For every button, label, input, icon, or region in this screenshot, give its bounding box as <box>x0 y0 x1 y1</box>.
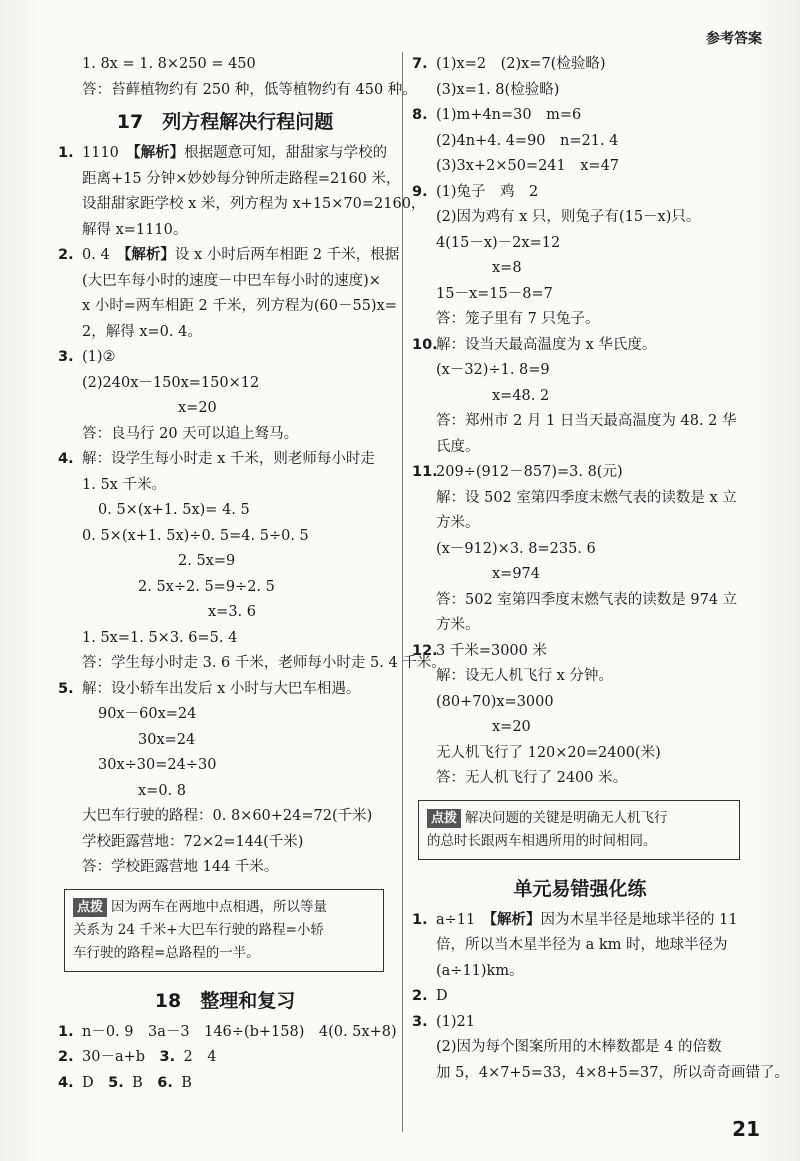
item-number: 3. <box>159 1049 176 1065</box>
left-column <box>58 52 446 1096</box>
text-line: 倍，所以当木星半径为 a km 时，地球半径为 <box>436 937 728 953</box>
equation-line: 30x÷30=24÷30 <box>98 757 217 773</box>
equation-line: x=3. 6 <box>208 604 256 620</box>
review-item-4-6 <box>58 1071 392 1097</box>
text-line: 答：学校距露营地 144 千米。 <box>82 859 279 875</box>
text-line: 答：学生每小时走 3. 6 千米，老师每小时走 5. 4 千米。 <box>82 655 446 671</box>
text-line: 3 千米=3000 米 <box>436 642 547 659</box>
text-line: 1. 8x = 1. 8×250 = 450 <box>82 56 256 72</box>
text-line: 方米。 <box>436 515 480 531</box>
equation-line: 90x－60x=24 <box>98 706 197 722</box>
answer-item-7 <box>412 52 748 103</box>
text-line: 答：笼子里有 7 只兔子。 <box>436 311 600 327</box>
text-line: 根据题意可知，甜甜家与学校的 <box>184 145 388 161</box>
answer-item-2 <box>58 243 400 345</box>
text-line: 学校距露营地：72×2=144(千米) <box>82 833 304 850</box>
equation-line: x=20 <box>492 719 531 735</box>
text-line: 因为木星半径是地球半径的 11 <box>540 911 738 928</box>
text-line: 解：设小轿车出发后 x 小时与大巴车相遇。 <box>82 680 361 697</box>
text-line: 距离+15 分钟×妙妙每分钟所走路程=2160 米， <box>82 170 401 187</box>
text-line: 方米。 <box>436 617 480 633</box>
answer-item-5 <box>58 677 392 881</box>
text-line: 209÷(912－857)=3. 8(元) <box>436 464 623 480</box>
item-number: 1. <box>58 1023 74 1040</box>
item-number: 2. <box>58 1049 74 1065</box>
right-column <box>412 52 789 1086</box>
text-line: 1. 5x=1. 5×3. 6=5. 4 <box>82 629 238 646</box>
item-number: 11. <box>412 464 438 480</box>
answer-item-11 <box>412 460 748 639</box>
answer-item-12 <box>412 639 748 792</box>
item-number: 12. <box>412 642 438 659</box>
equation-line: 0. 5×(x+1. 5x)÷0. 5=4. 5÷0. 5 <box>82 527 309 544</box>
text-line: (大巴车每小时的速度－中巴车每小时的速度)× <box>82 272 381 289</box>
text-line: D <box>436 988 448 1004</box>
error-item-2 <box>412 984 748 1010</box>
text-line: 答：502 室第四季度末燃气表的读数是 974 立 <box>436 591 738 608</box>
text-line: 2 4 <box>183 1049 217 1065</box>
text-line: (3)x=1. 8(检验略) <box>436 81 560 98</box>
text-line: (1)m+4n=30 m=6 <box>436 107 582 123</box>
text-line: 答：苔藓植物约有 250 种，低等植物约有 450 种。 <box>82 81 417 98</box>
tip-box <box>418 800 740 860</box>
page-number: 21 <box>732 1117 760 1141</box>
text-line: (1)21 <box>436 1013 475 1030</box>
equation-line: x=20 <box>178 400 217 416</box>
item-number: 5. <box>58 680 74 697</box>
text-line: D <box>82 1074 94 1091</box>
equation-line: x=48. 2 <box>492 387 550 404</box>
item-number: 4. <box>58 1074 74 1091</box>
text-line: 解：设 502 室第四季度末燃气表的读数是 x 立 <box>436 489 737 506</box>
error-item-3 <box>412 1010 789 1087</box>
item-number: 1. <box>412 911 428 928</box>
text-line: (1)x=2 (2)x=7(检验略) <box>436 56 606 72</box>
tip-text: 因为两车在两地中点相遇，所以等量 <box>111 898 328 915</box>
equation-line: 0. 5×(x+1. 5x)= 4. 5 <box>98 502 250 518</box>
text-line: (2)因为每个图案所用的木棒数都是 4 的倍数 <box>436 1039 722 1055</box>
analysis-label: 【解析】 <box>124 247 175 263</box>
review-item-2-3 <box>58 1045 392 1071</box>
item-number: 4. <box>58 451 74 467</box>
answer-item-1 <box>58 141 426 243</box>
tip-text: 解决问题的关键是明确无人机飞行 <box>465 809 668 826</box>
item-number: 5. <box>108 1074 124 1091</box>
text-line: 30－a+b <box>82 1049 146 1065</box>
text-line: 1. 5x 千米。 <box>82 476 166 493</box>
item-number: 2. <box>412 988 428 1004</box>
text-line: (a÷11)km。 <box>436 962 524 979</box>
tip-badge: 点拨 <box>427 809 461 828</box>
text-line: x 小时=两车相距 2 千米，列方程为(60－55)x= <box>82 298 397 314</box>
item-number: 10. <box>412 336 438 353</box>
text-line: 答：良马行 20 天可以追上驽马。 <box>82 425 299 442</box>
text-line: 答：郑州市 2 月 1 日当天最高温度为 48. 2 华 <box>436 413 737 429</box>
text-line: B <box>132 1074 143 1091</box>
text-line: 2，解得 x=0. 4。 <box>82 323 202 340</box>
text-line: (2)因为鸡有 x 只，则兔子有(15－x)只。 <box>436 209 701 225</box>
text-line: (1)② <box>82 349 116 365</box>
section-title-unit-review: 单元易错强化练 <box>513 877 647 900</box>
item-number: 2. <box>58 247 74 263</box>
equation-line: 30x=24 <box>138 731 196 748</box>
equation-line: x=974 <box>492 566 541 582</box>
item-number: 3. <box>58 349 74 365</box>
answer-item-8 <box>412 103 748 180</box>
header-tag: 参考答案 <box>706 31 762 47</box>
tip-badge: 点拨 <box>73 898 107 917</box>
equation-line: (80+70)x=3000 <box>436 693 554 710</box>
section-title-18: 18 整理和复习 <box>154 989 296 1012</box>
tip-text: 关系为 24 千米+大巴车行驶的路程=小轿 <box>73 921 324 938</box>
text-line: 设甜甜家距学校 x 米，列方程为 x+15×70=2160， <box>82 196 426 212</box>
answer-value: 0. 4 <box>82 247 110 263</box>
equation-line: x=0. 8 <box>138 782 186 799</box>
tip-text: 的总时长跟两车相遇所用的时间相同。 <box>427 832 657 849</box>
error-item-1 <box>412 908 748 985</box>
text-line: 大巴车行驶的路程：0. 8×60+24=72(千米) <box>82 808 373 824</box>
answer-value: a÷11 <box>436 911 476 928</box>
review-item-1 <box>58 1020 397 1046</box>
equation-line: 4(15－x)－2x=12 <box>436 234 561 251</box>
equation-line: 2. 5x÷2. 5=9÷2. 5 <box>138 578 275 595</box>
text-line: 解：设学生每小时走 x 千米，则老师每小时走 <box>82 451 375 467</box>
answer-item-10 <box>412 333 748 461</box>
answer-item-9 <box>412 180 748 333</box>
equation-line: 2. 5x=9 <box>178 553 236 569</box>
section-title-17: 17 列方程解决行程问题 <box>116 111 334 133</box>
tip-text: 车行驶的路程=总路程的一半。 <box>73 944 260 961</box>
equation-line: x=8 <box>492 260 522 276</box>
tip-box <box>64 889 384 972</box>
equation-line: (x－912)×3. 8=235. 6 <box>436 540 596 557</box>
equation-line: (x－32)÷1. 8=9 <box>436 362 550 378</box>
text-line: 设 x 小时后两车相距 2 千米，根据 <box>174 247 400 263</box>
text-line: 氏度。 <box>436 438 480 455</box>
text-line: 答：无人机飞行了 2400 米。 <box>436 770 628 786</box>
analysis-label: 【解析】 <box>489 911 541 928</box>
analysis-label: 【解析】 <box>133 145 185 161</box>
item-number: 3. <box>412 1013 428 1030</box>
text-line: B <box>181 1074 192 1091</box>
text-line: 无人机飞行了 120×20=2400(米) <box>436 744 661 761</box>
text-line: 解得 x=1110。 <box>82 221 188 238</box>
answer-item-3 <box>58 345 392 447</box>
text-line: (3)3x+2×50=241 x=47 <box>436 158 620 174</box>
text-line: 解：设无人机飞行 x 分钟。 <box>436 668 613 684</box>
text-line: (1)兔子 鸡 2 <box>436 183 539 200</box>
text-line: (2)4n+4. 4=90 n=21. 4 <box>436 132 619 149</box>
item-number: 7. <box>412 56 428 72</box>
item-number: 9. <box>412 183 428 200</box>
equation-line: 15－x=15－8=7 <box>436 285 553 302</box>
item-number: 8. <box>412 107 428 123</box>
answer-value: 1110 <box>82 145 119 161</box>
text-line: 加 5，4×7+5=33，4×8+5=37，所以奇奇画错了。 <box>436 1064 789 1081</box>
item-number: 1. <box>58 145 74 161</box>
text-line: 解：设当天最高温度为 x 华氏度。 <box>436 336 657 353</box>
item-number: 6. <box>157 1074 173 1091</box>
text-line: (2)240x－150x=150×12 <box>82 374 260 391</box>
text-line: n－0. 9 3a－3 146÷(b+158) 4(0. 5x+8) <box>82 1023 397 1040</box>
